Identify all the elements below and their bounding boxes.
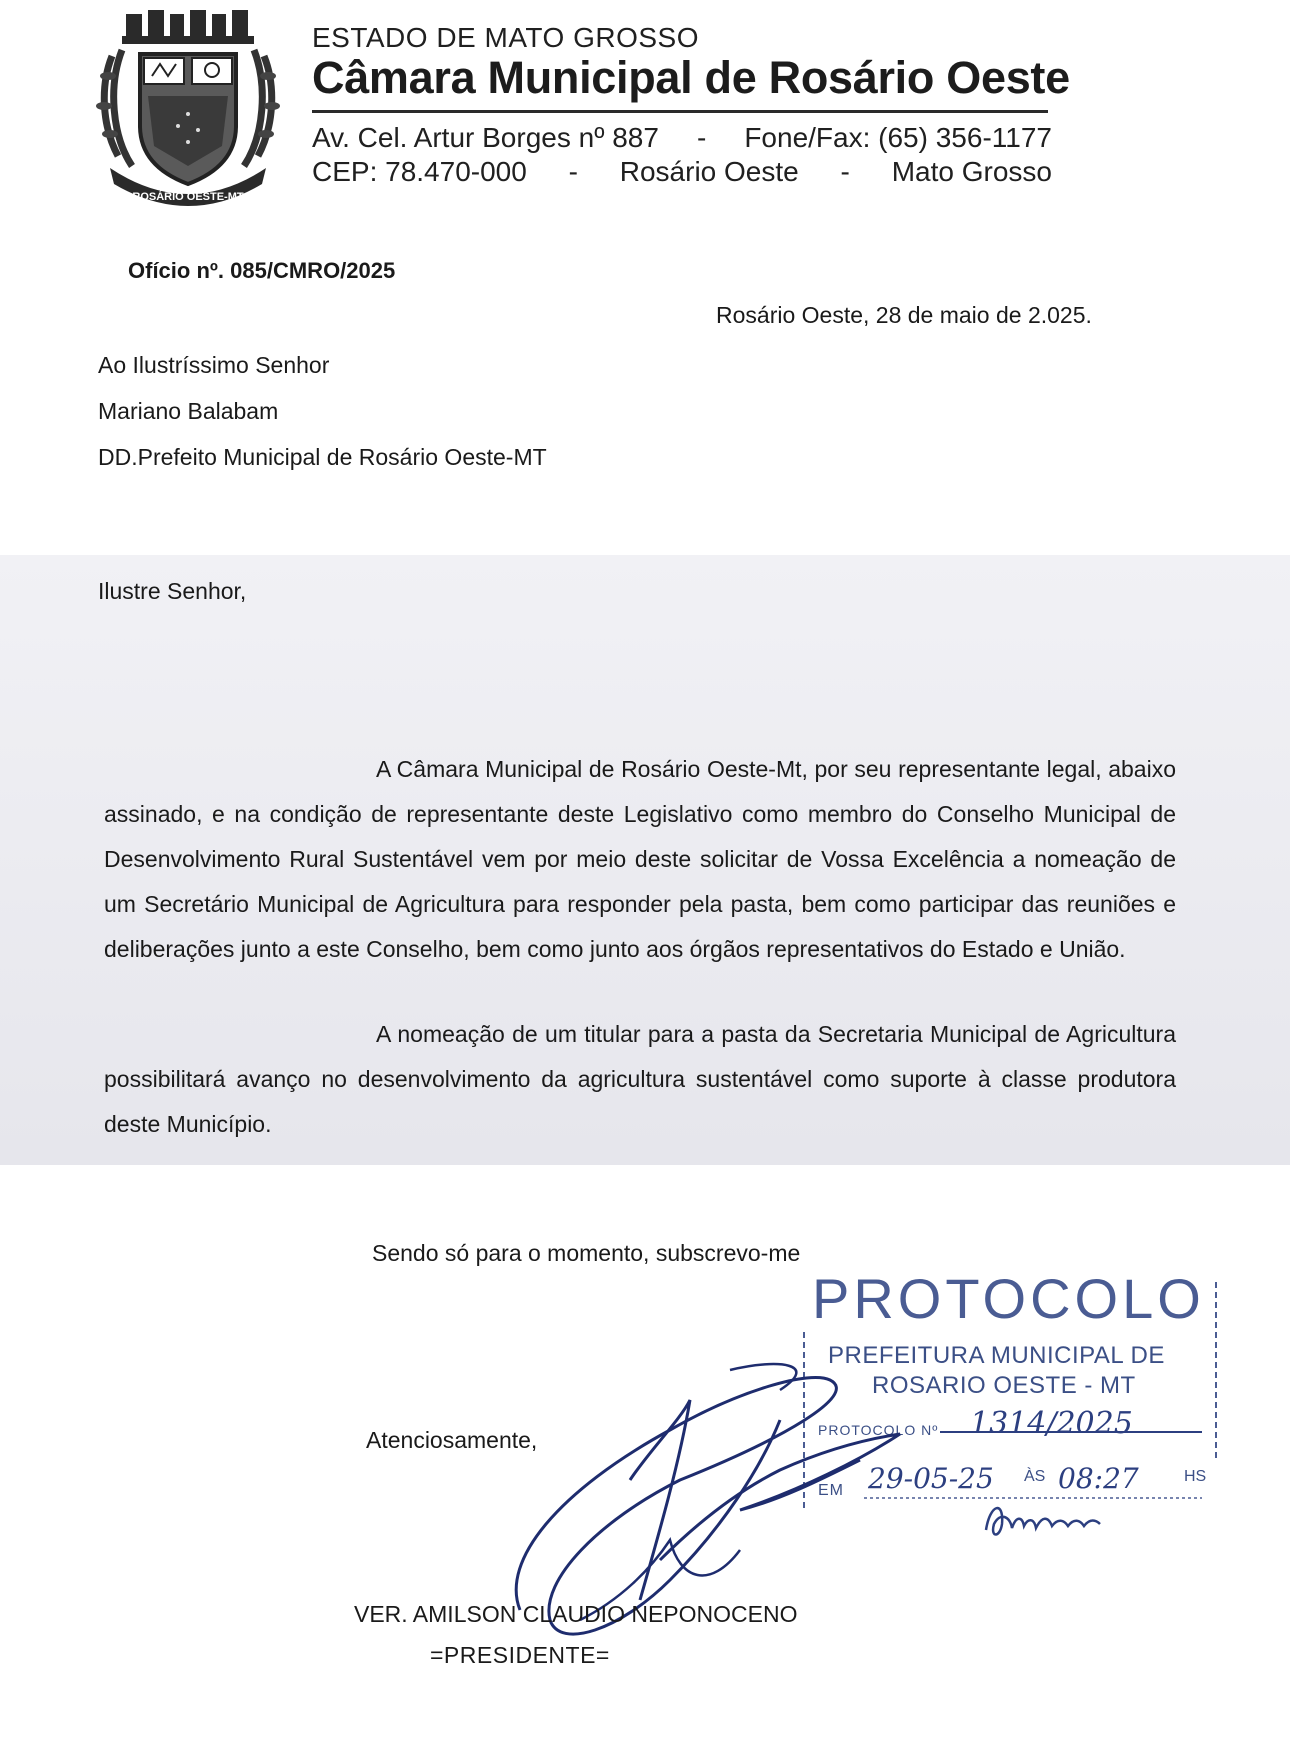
coat-of-arms-crest [92,6,284,218]
body-paragraph [104,747,1176,972]
stamp-date-label: EM [818,1482,844,1499]
stamp-line-2: ROSARIO OESTE - MT [872,1372,1136,1399]
letterhead-chamber-name: Câmara Municipal de Rosário Oeste [312,52,1070,103]
stamp-hours-label: HS [1184,1468,1207,1485]
letterhead-divider [312,110,1048,113]
letterhead-cep-line [312,156,1052,188]
closing-line: Sendo só para o momento, subscrevo-me [372,1240,801,1266]
document-date: Rosário Oeste, 28 de maio de 2.025. [716,302,1092,328]
letterhead-separator: - [696,122,707,153]
letterhead-state-name: Mato Grosso [891,156,1052,187]
recipient-name: Mariano Balabam [98,398,279,424]
salutation: Ilustre Senhor, [98,578,247,604]
paragraph-2: A nomeação de um titular para a pasta da Secretaria Municipal de Agricultura possibilitará avanço no desenvolvimento da agricultura sustentável como suporte à classe produtora deste Município. [104,1021,1176,1137]
stamp-heading: PROTOCOLO [812,1267,1205,1330]
signer-name: VER. AMILSON CLAUDIO NEPONOCENO [354,1601,798,1627]
stamp-line-1: PREFEITURA MUNICIPAL DE [828,1342,1165,1369]
letterhead-separator: - [840,156,850,187]
stamp-protocol-number: 1314/2025 [970,1406,1133,1441]
letterhead-city: Rosário Oeste [619,156,799,187]
signer-title: =PRESIDENTE= [430,1642,610,1668]
letterhead-separator: - [568,156,578,187]
stamp-time-label: ÀS [1024,1468,1046,1485]
letterhead-address: Av. Cel. Artur Borges nº 887 [312,122,659,153]
recipient-title: DD.Prefeito Municipal de Rosário Oeste-MT [98,444,547,470]
letterhead-cep: CEP: 78.470-000 [312,156,527,187]
letterhead-state: ESTADO DE MATO GROSSO [312,22,699,53]
stamp-date-value: 29-05-25 [868,1462,994,1495]
recipient-line: Ao Ilustríssimo Senhor [98,352,330,378]
document-reference: Ofício nº. 085/CMRO/2025 [128,258,396,283]
body-paragraph [104,1012,1176,1147]
crest-caption: ROSÁRIO OESTE-MT [132,191,244,203]
paragraph-1: A Câmara Municipal de Rosário Oeste-Mt, por seu representante legal, abaixo assinado, e na condição de representante deste Legislativo como membro do Conselho Municipal de Desenvolvimento Rural Sustentável vem por meio deste solicitar de Vossa Excelência a nomeação de um Secretário Municipal de Agricultura para responder pela pasta, bem como participar das reuniões e deliberações junto a este Conselho, bem como junto aos órgãos representativos do Estado e União. [104,756,1176,962]
letterhead-address-line [312,122,1052,154]
stamp-protocol-label: PROTOCOLO Nº [818,1422,939,1438]
stamp-time-value: 08:27 [1058,1462,1139,1495]
regards: Atenciosamente, [366,1427,538,1453]
letterhead-phone: Fone/Fax: (65) 356-1177 [744,122,1052,153]
